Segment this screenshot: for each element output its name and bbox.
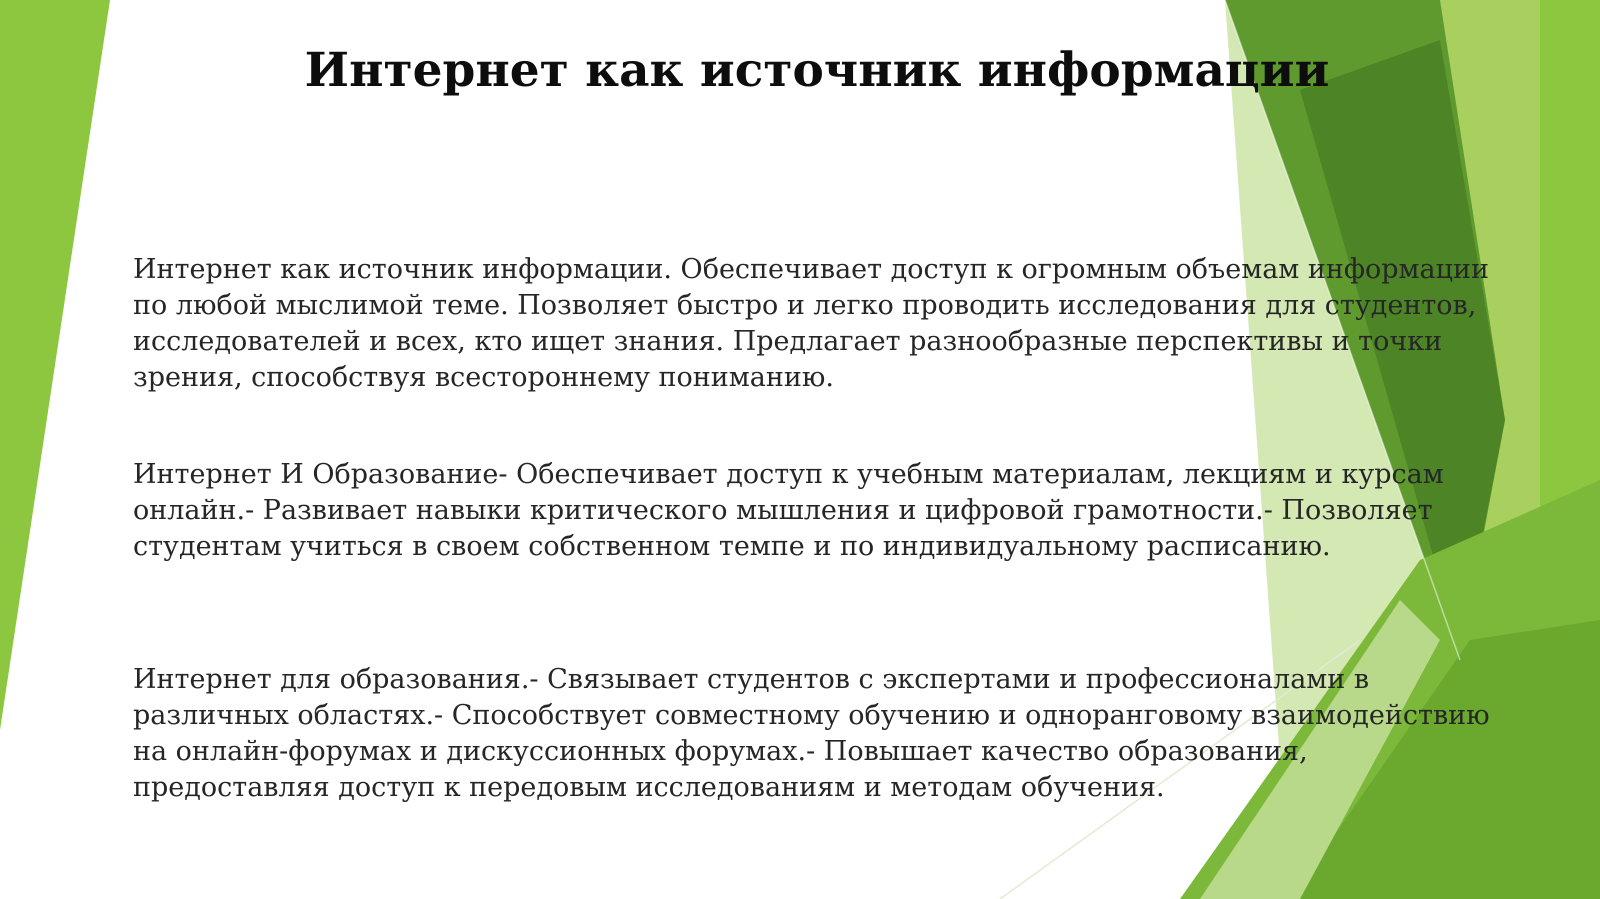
body-paragraph: Интернет как источник информации. Обеспечивает доступ к огромным объемам информации по любой мыслимой теме. Позволяет быстро и легко проводить исследования для студентов, исследователей и всех, кто ищет знания. Предлагает разнообразные перспективы и точки зрения, способствуя всестороннему пониманию. xyxy=(133,254,1489,393)
left-green-shape xyxy=(0,0,110,730)
slide-title: Интернет как источник информации xyxy=(304,43,1330,98)
body-paragraph: Интернет И Образование- Обеспечивает доступ к учебным материалам, лекциям и курсам онлайн.- Развивает навыки критического мышления и цифровой грамотности.- Позволяет студентам учиться в своем собственном темпе и по индивидуальному расписанию. xyxy=(133,459,1444,562)
body-paragraph: Интернет для образования.- Связывает студентов с экспертами и профессионалами в различных областях.- Способствует совместному обучению и одноранговому взаимодействию на онлайн-форумах и дискуссионных форумах.- Повышает качество образования, предоставляя доступ к передовым исследованиям и методам обучения. xyxy=(133,664,1490,803)
